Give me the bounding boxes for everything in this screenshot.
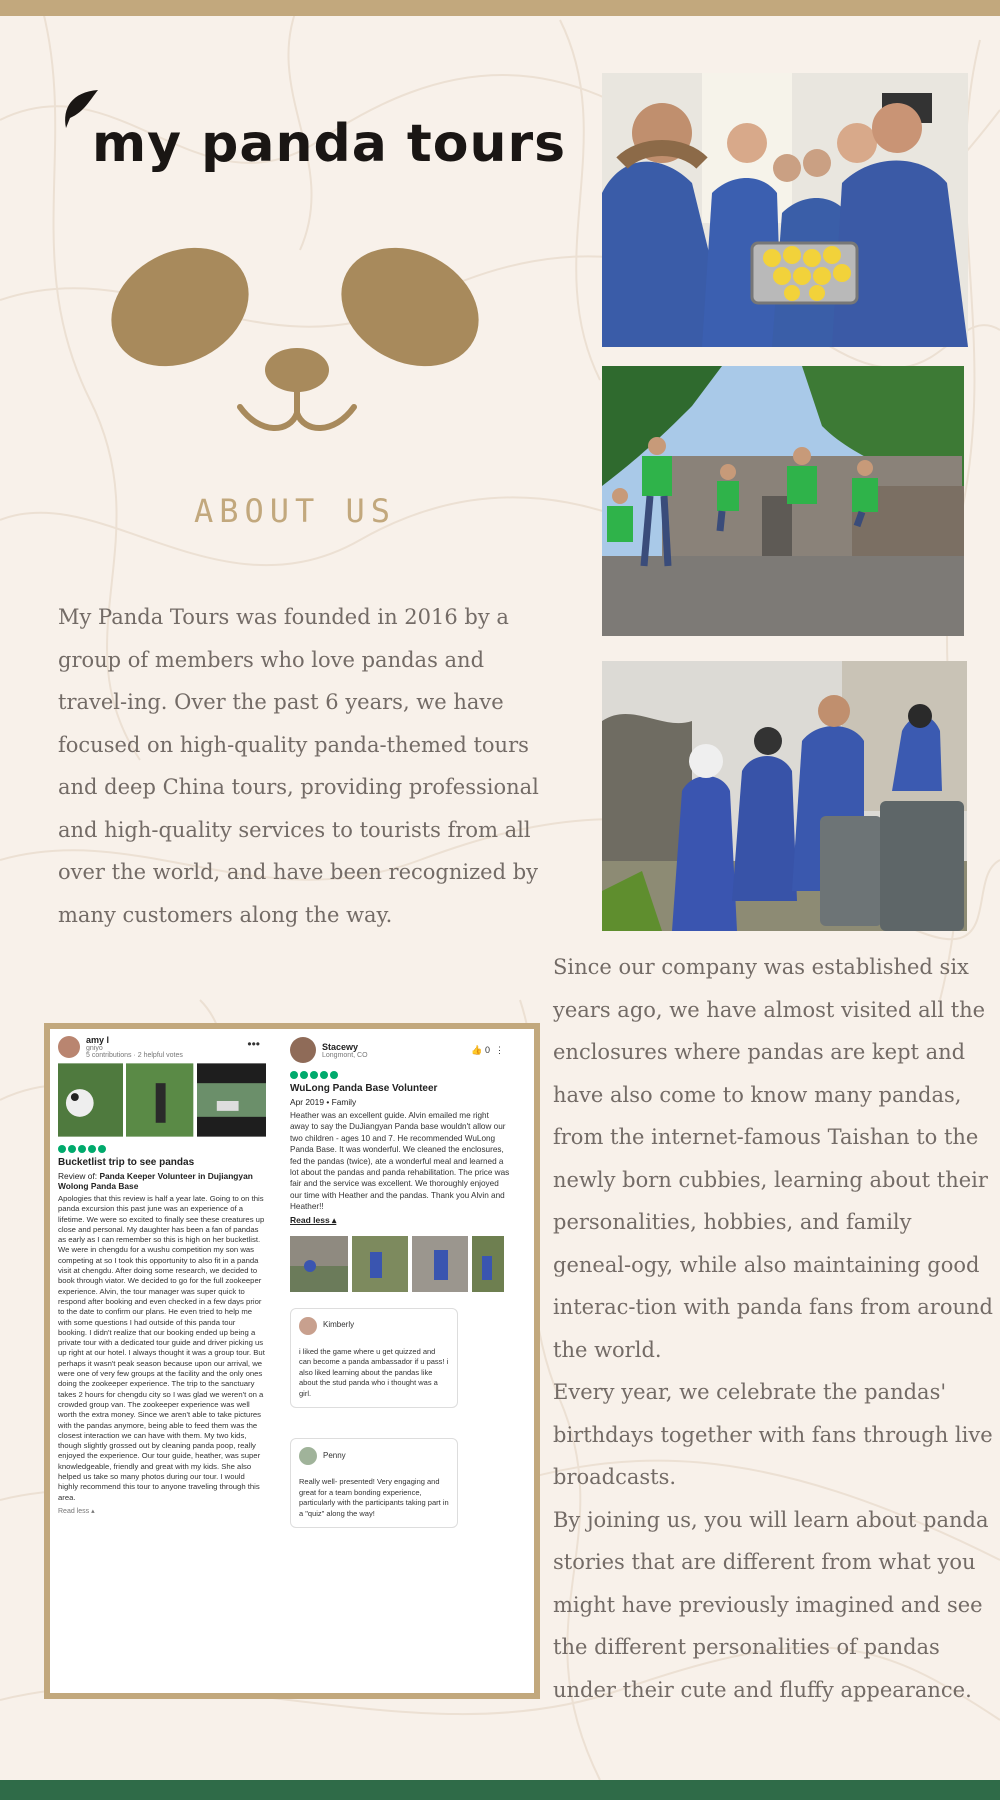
panda-face-illustration (100, 235, 490, 445)
about-intro-paragraph: My Panda Tours was founded in 2016 by a group of members who love pandas and travel-ing. Over the past 6 years, we have focused on high-quality panda-themed tours and deep China tours, providing professional and high-quality services to tourists from all over the world, and have been recognized by many customers along the way. (58, 605, 539, 927)
review-title[interactable]: Bucketlist trip to see pandas (58, 1157, 195, 1168)
comment-text: Really well- presented! Very engaging and great for a team bonding experience, particularly with the participants taking part in a "quiz" along the way! (299, 1477, 449, 1518)
review-body: Heather was an excellent guide. Alvin emailed me right away to say the DuJiangyan Panda base wouldn't allow our two children - ages 10 and 7. He recommended WuLong Panda Base. It was wonderful. We cleaned the enclosures, fed the pandas (twice), ate a wonderful meal and learned a lot about the pandas and panda rehabilitation. The price was fair and the service was excellent. We thoroughly enjoyed our time with Heather and the pandas. Thank you Alvin and Heather!! (290, 1111, 510, 1212)
review-of-product[interactable]: Panda Keeper Volunteer in Dujiangyan Wolong Panda Base (58, 1171, 253, 1191)
review-username[interactable]: amy l (86, 1035, 110, 1045)
brand-logo (62, 80, 567, 174)
review-card-right (290, 1037, 510, 1528)
panda-mouth (240, 390, 354, 428)
review-photos (290, 1236, 510, 1292)
top-border (0, 0, 1000, 16)
photo-jumping-volunteers (602, 366, 964, 636)
panda-left-eye-patch (100, 235, 269, 389)
thumbs-up-icon[interactable]: 👍 (471, 1045, 483, 1055)
leaf-icon (62, 88, 100, 130)
more-options-icon[interactable]: ••• (247, 1037, 260, 1051)
review-photo[interactable] (290, 1236, 348, 1292)
bottom-border (0, 1780, 1000, 1800)
review-photo[interactable] (126, 1063, 193, 1137)
about-story-paragraph-1: Since our company was established six years ago, we have almost visited all the enclosures where pandas are kept and have also come to know many pandas, from the internet-famous Taishan to the newly born cubbies, learning about their personalities, hobbies, and family geneal-ogy, while also maintaining good interac-tion with panda fans from around the world. (553, 955, 993, 1362)
review-photo[interactable] (412, 1236, 468, 1292)
photo-family-group (602, 73, 968, 347)
review-of (58, 1171, 266, 1191)
rating-bubbles (290, 1071, 510, 1079)
panda-right-eye-patch (321, 235, 490, 389)
review-card-left (58, 1035, 266, 1515)
commenter-name[interactable]: Penny (323, 1450, 346, 1460)
about-story-text (553, 946, 993, 1711)
comment-text: i liked the game where u get quizzed and can become a panda ambassador if u pass! i also liked learning about the pandas like about the stud panda who i thought was a girl. (299, 1346, 449, 1398)
review-photo[interactable] (352, 1236, 408, 1292)
read-less-link[interactable]: Read less ▴ (290, 1214, 337, 1225)
review-stats: 5 contributions · 2 helpful votes (86, 1052, 183, 1059)
review-user (58, 1035, 266, 1059)
review-location: gniyo (86, 1045, 103, 1052)
review-body: Apologies that this review is half a year late. Going to on this panda excursion this past june was an experience of a lifetime. We were so excited to finally see these creatures up close and personal. My daughter has been a fan of pandas as early as I can remember so this is high on her bucketlist. We were in chengdu for a wushu competition my son was competing at so I took this opportunity to also fit in a panda visit at chengdu. After doing some research, we decided to book through viator. We decided to go for the full zookeeper experience. Alvin, the tour manager was super quick to respond after booking and even checked in a few days prior to the date to confirm our plans. He even tried to help me with some questions I had outside of this panda tour booking. I didn't realize that our booking ended up being a private tour with a dedicated tour guide and driver picking us up right at our hotel. I always thought it was a group tour. But perhaps it wasn't peak season because upon our arrival, we were one of very few groups at the facility and the only ones doing the zookeeper experience. The trip to the sanctuary takes 2 hours for chengdu city so I was glad we weren't on a crowded group van. The zookeeper experience was well worth the extra money. Since we aren't able to take pictures with the pandas anymore, being able to feed them was the closest interaction we can have with them. My two kids, though slightly grossed out by cleaning panda poop, really enjoyed the experience. Our tour guide, heather, was super knowledgeable, friendly and great with my kids. She also helped us take so many photos during our tour. I would highly recommend this tour to anyone traveling through this area. (58, 1194, 265, 1502)
panda-nose (265, 348, 329, 392)
comment-card (290, 1438, 458, 1528)
review-photo[interactable] (197, 1063, 266, 1137)
review-actions (471, 1045, 504, 1056)
commenter-avatar[interactable] (299, 1317, 317, 1335)
more-options-icon[interactable]: ⋮ (492, 1045, 504, 1055)
rating-bubbles (58, 1145, 266, 1153)
review-photo[interactable] (472, 1236, 504, 1292)
commenter-avatar[interactable] (299, 1447, 317, 1465)
helpful-count: 0 (484, 1045, 490, 1055)
review-username[interactable]: Stacewy (322, 1041, 359, 1052)
review-title[interactable]: WuLong Panda Base Volunteer (290, 1083, 438, 1094)
review-meta: Apr 2019 • Family (290, 1097, 357, 1107)
customer-reviews-panel (44, 1023, 540, 1699)
review-location: Longmont, CO (322, 1051, 368, 1059)
review-of-prefix: Review of: (58, 1171, 98, 1181)
review-photos (58, 1063, 266, 1137)
photo-kids-in-overalls (602, 661, 967, 931)
comment-card (290, 1308, 458, 1409)
review-photo[interactable] (58, 1063, 123, 1137)
user-avatar[interactable] (290, 1037, 316, 1063)
read-less-link[interactable]: Read less ▴ (58, 1507, 95, 1515)
about-us-heading: ABOUT US (193, 492, 397, 530)
logo-text: my panda tours (92, 114, 567, 174)
about-story-paragraph-3: By joining us, you will learn about panda stories that are different from what you might have previously imagined and see the different personalities of pandas under their cute and fluffy appearance. (553, 1507, 989, 1702)
about-story-paragraph-2: Every year, we celebrate the pandas' birthdays together with fans through live broadcasts. (553, 1380, 993, 1489)
user-avatar[interactable] (58, 1036, 80, 1058)
commenter-name[interactable]: Kimberly (323, 1320, 355, 1330)
